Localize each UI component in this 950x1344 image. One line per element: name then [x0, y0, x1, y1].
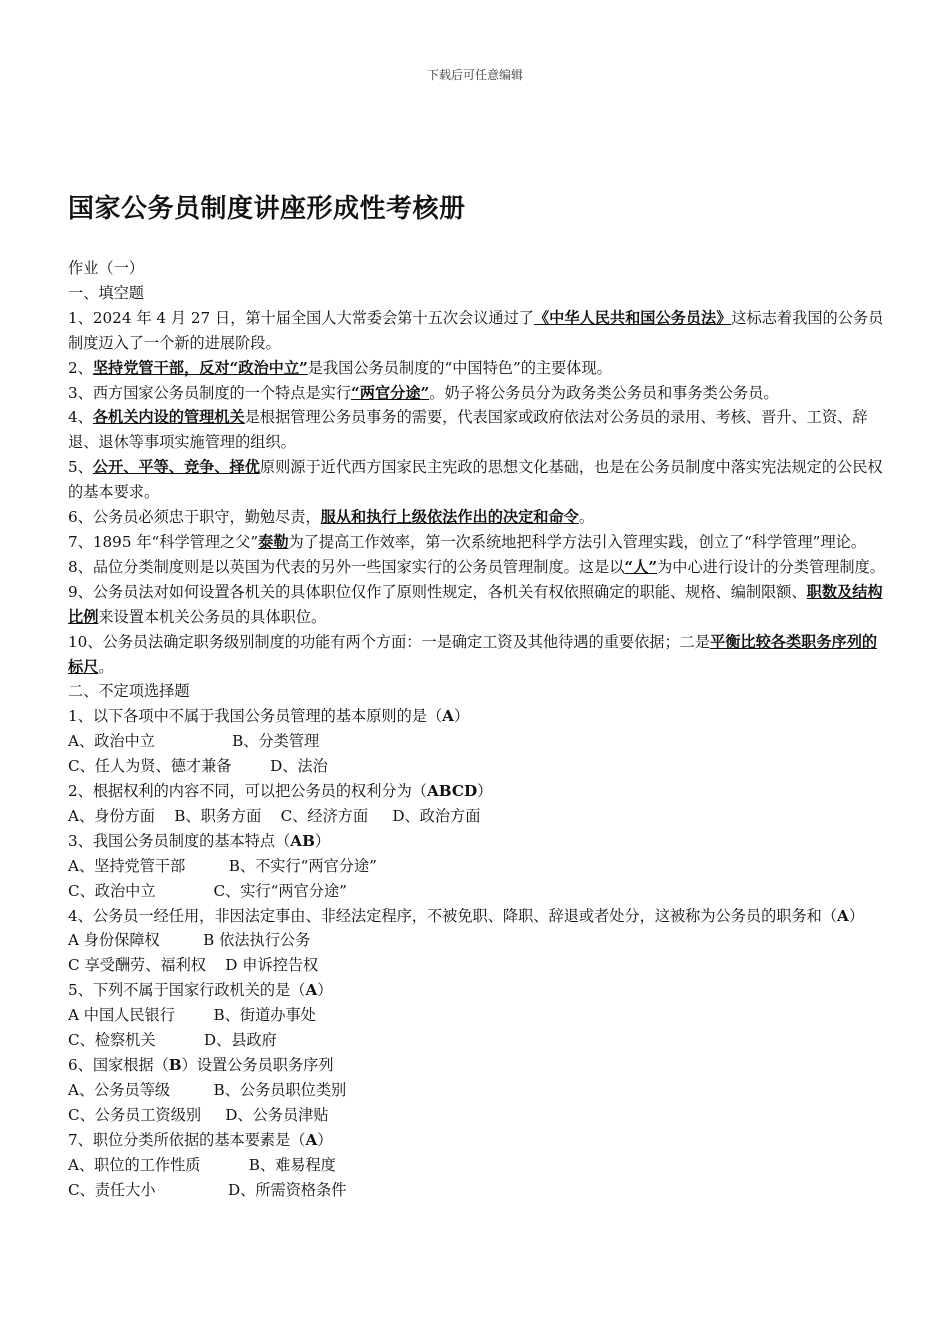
question-text: ） — [317, 981, 333, 1000]
answer-blank: 泰勒 — [258, 532, 289, 551]
question-text: ） — [317, 1130, 333, 1149]
answer-key: AB — [290, 831, 315, 850]
fill-question — [68, 630, 886, 680]
choice-options: A 中国人民银行 B、街道办事处 — [68, 1006, 316, 1025]
question-text: 3、西方国家公务员制度的一个特点是实行 — [68, 383, 352, 402]
choice-list — [68, 704, 886, 1202]
fill-question — [68, 381, 886, 406]
question-text: 4、 — [68, 408, 93, 427]
section-fill-heading: 一、填空题 — [68, 283, 144, 302]
answer-blank: 公开、平等、竞争、择优 — [92, 458, 260, 477]
answer-blank: 服从和执行上级依法作出的决定和命令 — [320, 508, 579, 527]
choice-question — [68, 978, 886, 1003]
choice-options: A、身份方面 B、职务方面 C、经济方面 D、政治方面 — [68, 806, 481, 825]
section-choice-heading: 二、不定项选择题 — [68, 682, 190, 701]
fill-in-list — [68, 306, 886, 680]
document-body — [68, 256, 886, 1202]
choice-options: C、检察机关 D、县政府 — [68, 1031, 277, 1050]
answer-blank: 平衡比较各类职务序列的标尺 — [68, 632, 878, 676]
question-text: 是根据管理公务员事务的需要，代表国家或政府依法对公务员的录用、考核、晋升、工资、辞退、退休等事项实施管理的组织。 — [68, 408, 868, 452]
choice-options: A、职位的工作性质 B、难易程度 — [68, 1155, 336, 1174]
question-text: 这标志着我国的公务员制度迈入了一个新的进展阶段。 — [68, 308, 884, 352]
question-text: ） — [848, 906, 865, 925]
answer-blank: 坚持党管干部，反对“政治中立” — [92, 358, 308, 377]
question-text: 8、品位分类制度则是以英国为代表的另外一些国家实行的公务员管理制度。这是以 — [68, 557, 625, 576]
choice-options: C、责任大小 D、所需资格条件 — [68, 1180, 347, 1199]
question-text: 来设置本机关公务员的具体职位。 — [98, 607, 327, 626]
choice-options: C 享受酬劳、福利权 D 申诉控告权 — [68, 956, 319, 975]
choice-question — [68, 704, 886, 729]
answer-key: A — [305, 1130, 318, 1149]
answer-key: A — [442, 707, 454, 726]
fill-question — [68, 530, 886, 555]
choice-options: C、任人为贤、德才兼备 D、法治 — [68, 757, 328, 776]
answer-blank: “两官分途” — [351, 383, 430, 402]
homework-heading: 作业（一） — [68, 259, 144, 277]
question-text: 5、 — [68, 458, 93, 477]
question-text: 原则源于近代西方国家民主宪政的思想文化基础，也是在公务员制度中落实宪法规定的公民权的基本要求。 — [68, 458, 883, 502]
fill-question — [68, 580, 886, 630]
choice-question — [68, 829, 886, 854]
question-text: 是我国公务员制度的“中国特色”的主要体现。 — [307, 358, 612, 377]
fill-question — [68, 405, 886, 455]
question-text: 5、下列不属于国家行政机关的是（ — [68, 981, 306, 1000]
question-text: ） — [453, 707, 470, 726]
choice-options: A、坚持党管干部 B、不实行“两官分途” — [68, 856, 377, 875]
fill-question — [68, 555, 886, 580]
question-text: 7、职位分类所依据的基本要素是（ — [68, 1130, 306, 1149]
answer-blank: 各机关内设的管理机关 — [92, 408, 245, 427]
choice-options: A 身份保障权 B 依法执行公务 — [68, 931, 311, 950]
fill-question — [68, 505, 886, 530]
answer-blank: 《中华人民共和国公务员法》 — [533, 308, 732, 327]
question-text: 9、公务员法对如何设置各机关的具体职位仅作了原则性规定，各机关有权依照确定的职能、规格、编制限额、 — [68, 582, 807, 601]
answer-key: A — [837, 906, 849, 925]
question-text: 。 — [98, 657, 114, 676]
page-header: 下载后可任意编辑 — [426, 68, 523, 82]
question-text: 为中心进行设计的分类管理制度。 — [657, 557, 885, 576]
answer-key: ABCD — [426, 782, 478, 801]
fill-question — [68, 455, 886, 505]
choice-question — [68, 1128, 886, 1153]
answer-key: B — [168, 1056, 182, 1074]
question-text: 2、根据权利的内容不同，可以把公务员的权利分为（ — [68, 782, 427, 801]
question-text: ）设置公务员职务序列 — [181, 1056, 334, 1074]
choice-options: C、公务员工资级别 D、公务员津贴 — [68, 1105, 329, 1124]
choice-question — [68, 904, 886, 929]
answer-blank: 职数及结构比例 — [68, 582, 883, 626]
fill-question — [68, 356, 886, 381]
question-text: 10、公务员法确定职务级别制度的功能有两个方面：一是确定工资及其他待遇的重要依据；二是 — [68, 632, 711, 651]
document-title: 国家公务员制度讲座形成性考核册 — [68, 194, 466, 224]
question-text: 为了提高工作效率，第一次系统地把科学方法引入管理实践，创立了“科学管理”理论。 — [288, 532, 867, 551]
question-text: 6、国家根据（ — [68, 1056, 169, 1074]
question-text: 3、我国公务员制度的基本特点（ — [68, 831, 291, 850]
question-text: ） — [477, 782, 493, 801]
answer-blank: “人” — [624, 557, 658, 576]
choice-options: C、政治中立 C、实行“两官分途” — [68, 881, 347, 900]
question-text: 2、 — [68, 358, 93, 377]
question-text: 7、1895 年“科学管理之父” — [68, 532, 259, 551]
question-text: 。奶子将公务员分为政务类公务员和事务类公务员。 — [429, 383, 779, 402]
answer-key: A — [305, 981, 318, 1000]
question-text: 4、公务员一经任用，非因法定事由、非经法定程序，不被免职、降职、辞退或者处分，这被称为公务员的职务和（ — [68, 906, 838, 925]
question-text: ） — [314, 831, 331, 850]
fill-question — [68, 306, 886, 356]
question-text: 1、2024 年 4 月 27 日，第十届全国人大常委会第十五次会议通过了 — [68, 308, 534, 327]
question-text: 。 — [578, 508, 595, 527]
question-text: 6、公务员必须忠于职守，勤勉尽责， — [68, 508, 321, 527]
choice-question — [68, 1053, 886, 1078]
choice-options: A、公务员等级 B、公务员职位类别 — [68, 1080, 347, 1099]
choice-options: A、政治中立 B、分类管理 — [68, 732, 320, 751]
question-text: 1、以下各项中不属于我国公务员管理的基本原则的是（ — [68, 707, 443, 726]
choice-question — [68, 779, 886, 804]
